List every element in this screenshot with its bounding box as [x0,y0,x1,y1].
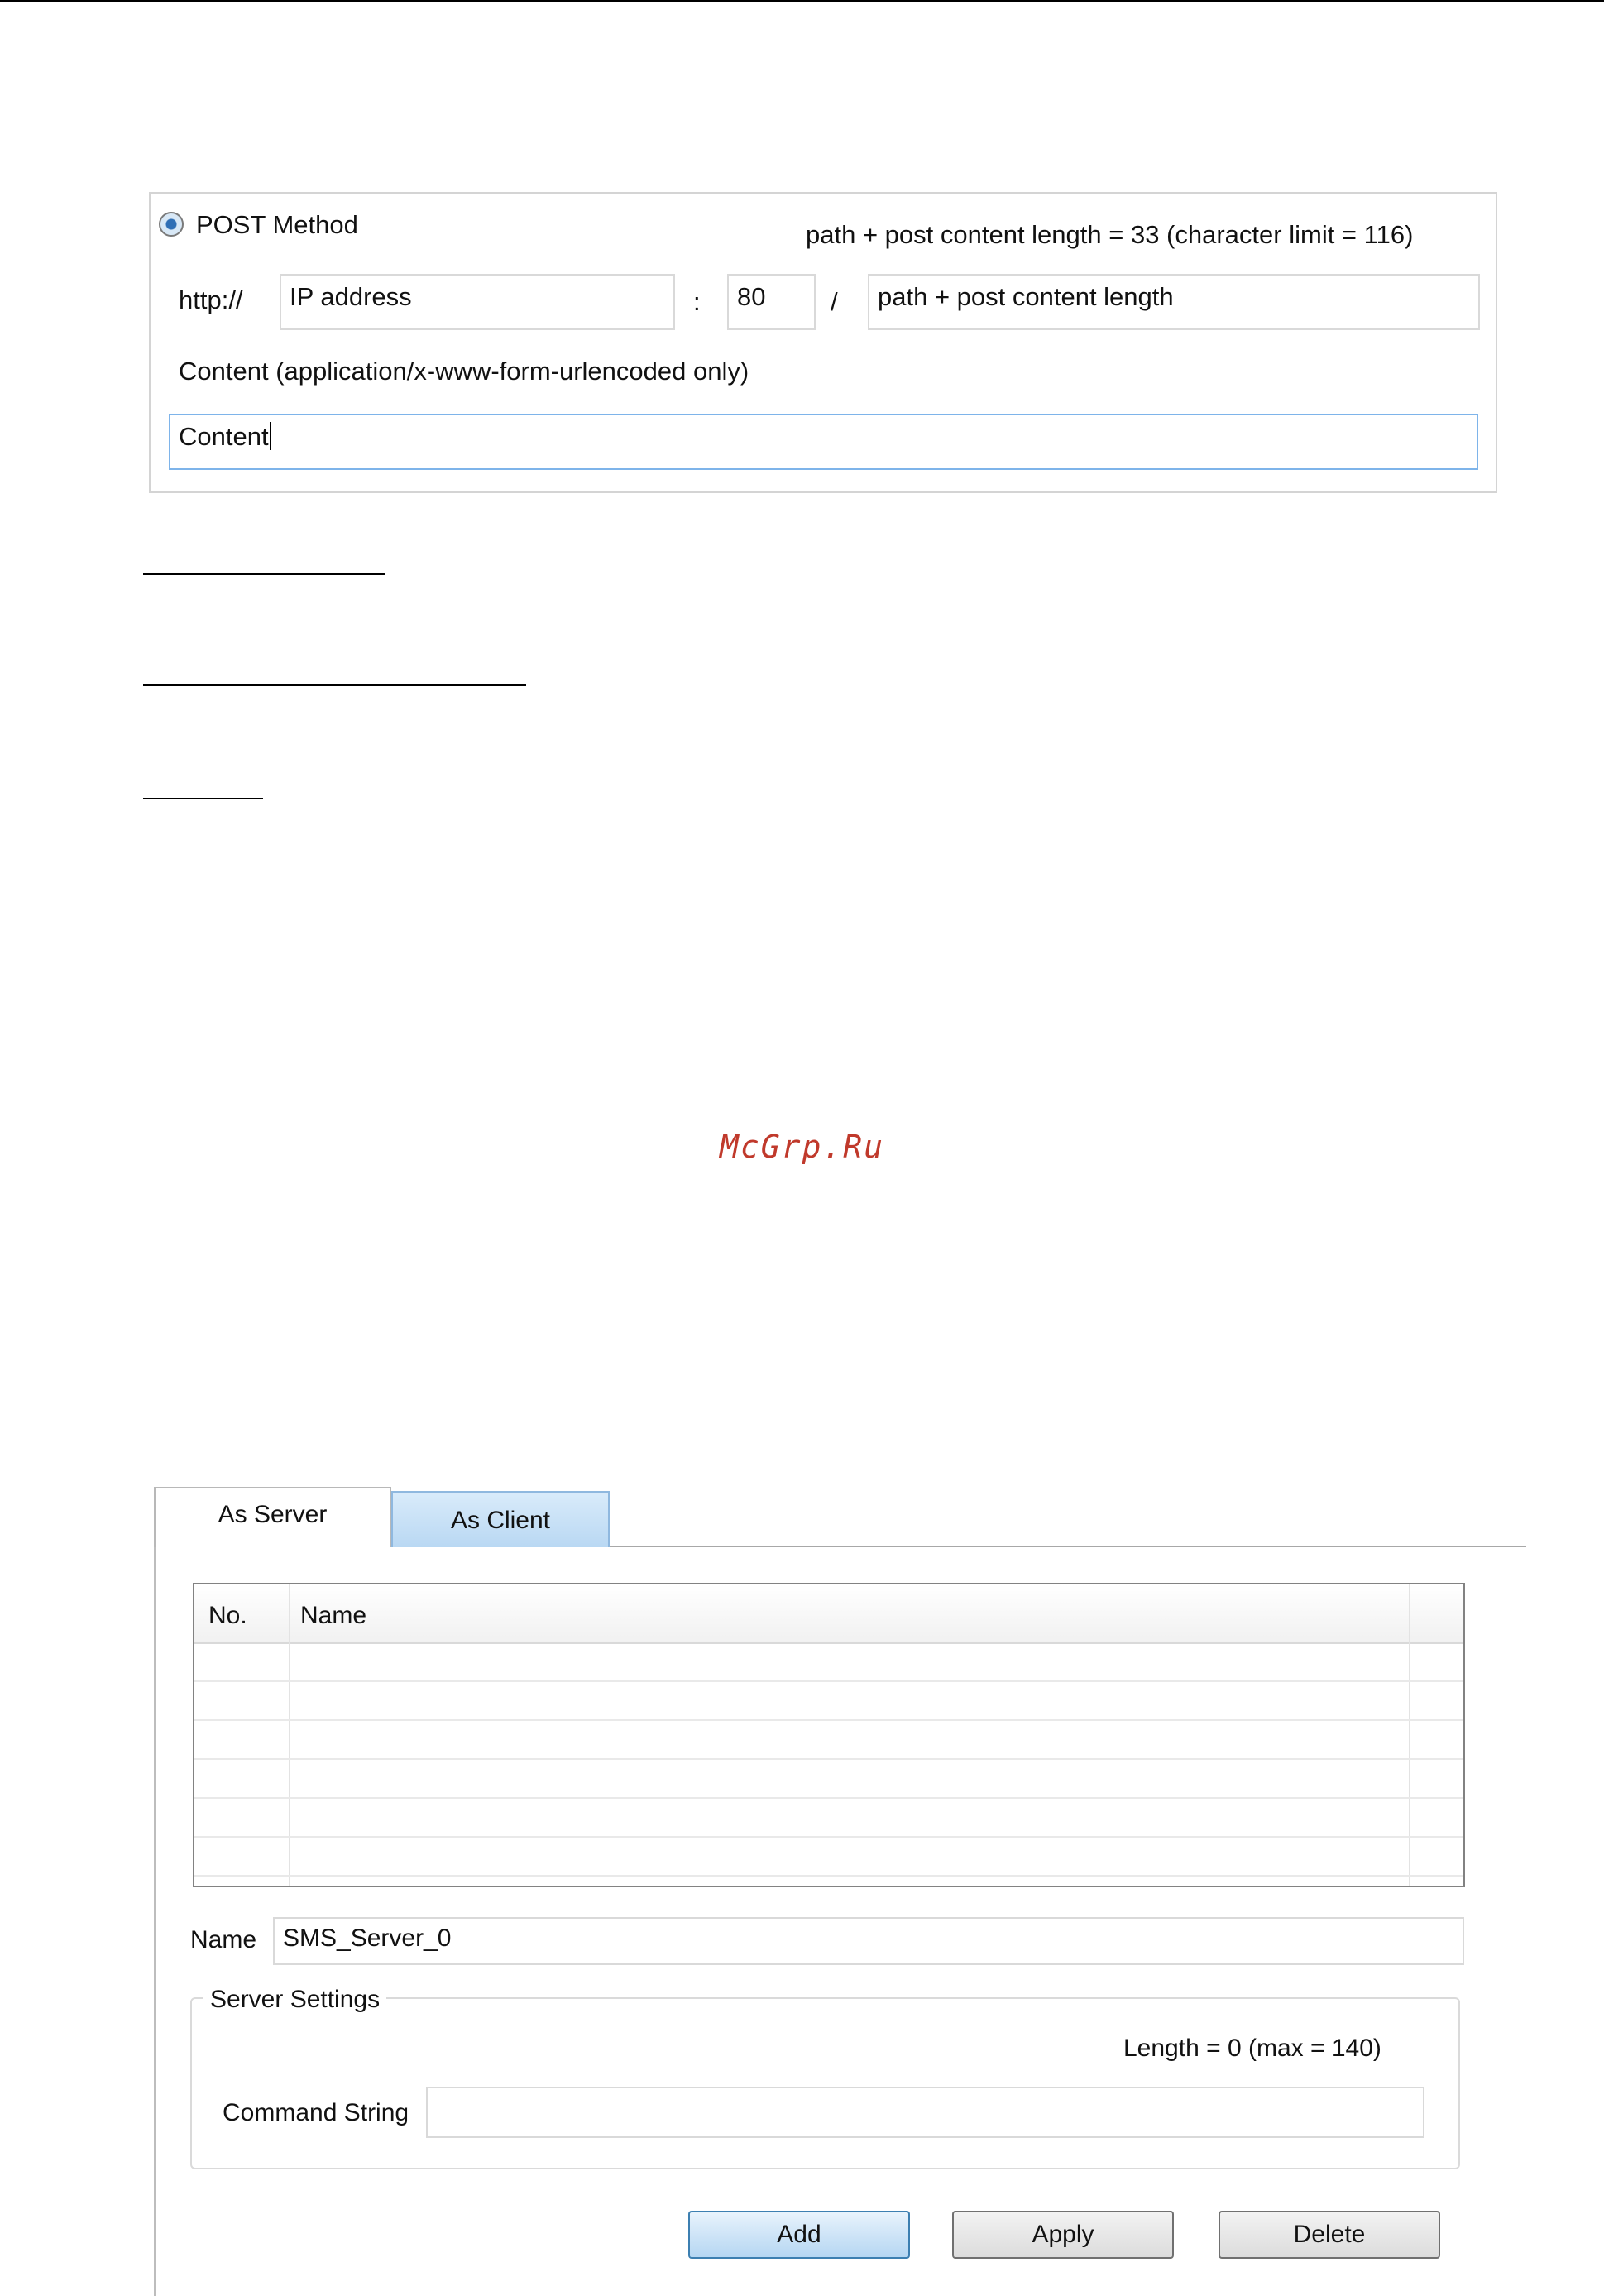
command-length-info: Length = 0 (max = 140) [1123,2035,1381,2062]
path-input[interactable] [868,274,1480,330]
port-separator: : [693,287,701,316]
command-string-input[interactable] [426,2087,1424,2138]
name-input-value: SMS_Server_0 [283,1925,452,1952]
name-input[interactable] [273,1917,1464,1965]
list-row-line [194,1680,1463,1682]
port-input[interactable] [727,274,816,330]
post-length-info: path + post content length = 33 (character limit = 116) [806,220,1414,249]
server-list[interactable] [193,1583,1465,1887]
list-row-line [194,1719,1463,1721]
path-input-value: path + post content length [878,282,1174,311]
tab-as-server[interactable] [154,1487,391,1547]
column-header-no[interactable]: No. [208,1602,247,1629]
add-button[interactable]: Add [688,2211,910,2259]
post-method-label[interactable]: POST Method [196,210,358,239]
host-input-value: IP address [290,282,412,311]
tab-as-server-label: As Server [218,1501,328,1528]
column-header-name[interactable]: Name [300,1602,367,1629]
content-input[interactable] [169,414,1478,470]
server-settings-title: Server Settings [203,1985,386,2015]
port-input-value: 80 [737,282,766,311]
list-header [194,1584,1463,1644]
page-top-rule [0,0,1604,2]
text-caret [270,422,271,450]
list-row-line [194,1797,1463,1799]
path-separator: / [831,287,838,316]
underline-placeholder-1 [143,573,385,575]
delete-button[interactable]: Delete [1219,2211,1440,2259]
list-row-line [194,1875,1463,1877]
scheme-label: http:// [179,285,243,314]
command-string-label: Command String [223,2099,409,2126]
tab-strip-line [608,1546,1526,1547]
name-label: Name [190,1926,257,1953]
column-divider [1409,1584,1410,1886]
underline-placeholder-3 [143,798,263,799]
host-input[interactable] [280,274,675,330]
tab-frame-edge [154,1487,156,2296]
post-method-radio[interactable] [159,212,184,237]
content-input-value: Content [179,422,269,451]
tab-as-client[interactable] [391,1491,610,1547]
watermark: McGrp.Ru [719,1129,885,1165]
underline-placeholder-2 [143,684,526,686]
list-row-line [194,1836,1463,1838]
apply-button[interactable]: Apply [952,2211,1174,2259]
tab-as-client-label: As Client [450,1507,551,1534]
column-divider [289,1584,290,1886]
list-row-line [194,1758,1463,1760]
server-settings-group [190,1997,1460,2169]
content-label: Content (application/x-www-form-urlencoded only) [179,357,749,386]
